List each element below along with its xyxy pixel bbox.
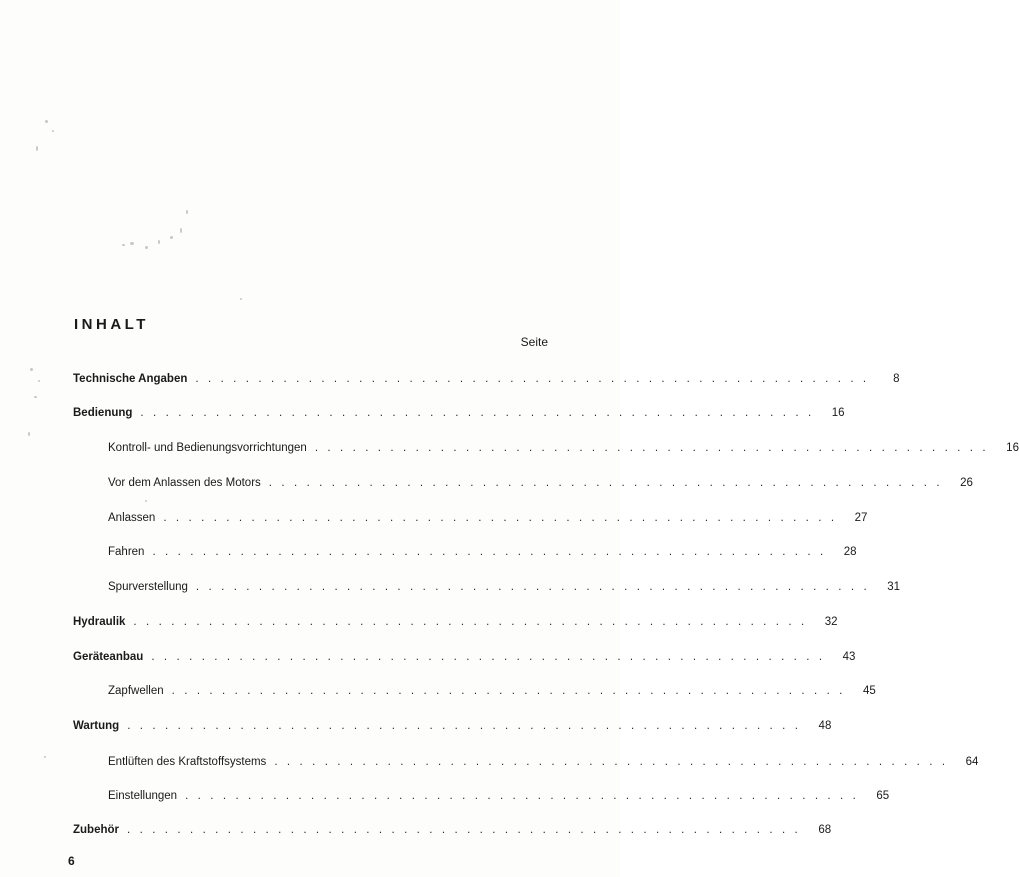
toc-entry-kontroll-und-bedienungsvorrichtungen[interactable] [108,439,1019,457]
toc-entry-fahren[interactable] [108,543,857,561]
toc-entry-label: Entlüften des Kraftstoffsystems [108,756,267,768]
leader-dots: ...................................................... [171,685,852,697]
toc-entry-page: 31 [887,581,901,593]
toc-entry-technische-angaben[interactable] [73,370,900,388]
leader-dots: ...................................................... [133,616,814,628]
page-title: INHALT [74,316,149,333]
leader-dots: ...................................................... [163,512,844,524]
toc-entry-label: Geräteanbau [73,651,144,663]
toc-entry-label: Anlassen [108,512,156,524]
toc-entry-label: Zubehör [73,824,119,836]
leader-dots: ...................................................... [268,477,949,489]
leader-dots: ...................................................... [152,546,833,558]
leader-dots: ...................................................... [151,651,832,663]
leader-dots: ...................................................... [195,581,877,593]
toc-entry-label: Kontroll- und Bedienungsvorrichtungen [108,442,307,454]
leader-dots: ...................................................... [127,720,808,732]
leader-dots: ...................................................... [274,756,955,768]
toc-entry-label: Wartung [73,720,120,732]
toc-entry-vor-dem-anlassen[interactable] [108,474,973,492]
toc-entry-page: 64 [965,756,979,768]
toc-entry-spurverstellung[interactable] [108,578,901,596]
toc-entry-entlueften[interactable] [108,753,979,771]
toc-entry-page: 65 [876,790,890,802]
toc-entry-label: Spurverstellung [108,581,188,593]
toc-entry-label: Fahren [108,546,145,558]
toc-entry-label: Technische Angaben [73,373,188,385]
toc-entry-zubehoer[interactable] [73,821,832,839]
toc-entry-page: 68 [818,824,832,836]
toc-entry-page: 43 [842,651,856,663]
toc-entry-page: 32 [824,616,838,628]
toc-entry-geraeteanbau[interactable] [73,648,856,666]
leader-dots: ...................................................... [127,824,808,836]
toc-entry-page: 16 [831,407,845,419]
toc-entry-wartung[interactable] [73,717,832,735]
leader-dots: ...................................................... [140,407,821,419]
leader-dots: ...................................................... [185,790,866,802]
toc-entry-label: Einstellungen [108,790,178,802]
toc-entry-hydraulik[interactable] [73,613,838,631]
toc-entry-page: 8 [893,373,900,385]
leader-dots: ...................................................... [195,373,876,385]
toc-entry-page: 16 [1006,442,1019,454]
toc-entry-page: 27 [854,512,868,524]
toc-entry-page: 26 [960,477,973,489]
toc-entry-page: 48 [818,720,832,732]
toc-entry-page: 45 [862,685,876,697]
leader-dots: ...................................................... [314,442,995,454]
toc-entry-label: Hydraulik [73,616,126,628]
toc-entry-label: Zapfwellen [108,685,164,697]
toc-entry-anlassen[interactable] [108,509,868,527]
toc-entry-bedienung[interactable] [73,404,845,422]
page-column-label: Seite [520,335,548,349]
toc-entry-label: Bedienung [73,407,133,419]
page-number: 6 [68,854,75,868]
toc-entry-label: Vor dem Anlassen des Motors [108,477,261,489]
toc-entry-zapfwellen[interactable] [108,682,876,700]
toc-entry-einstellungen[interactable] [108,787,890,805]
toc-entry-page: 28 [843,546,857,558]
